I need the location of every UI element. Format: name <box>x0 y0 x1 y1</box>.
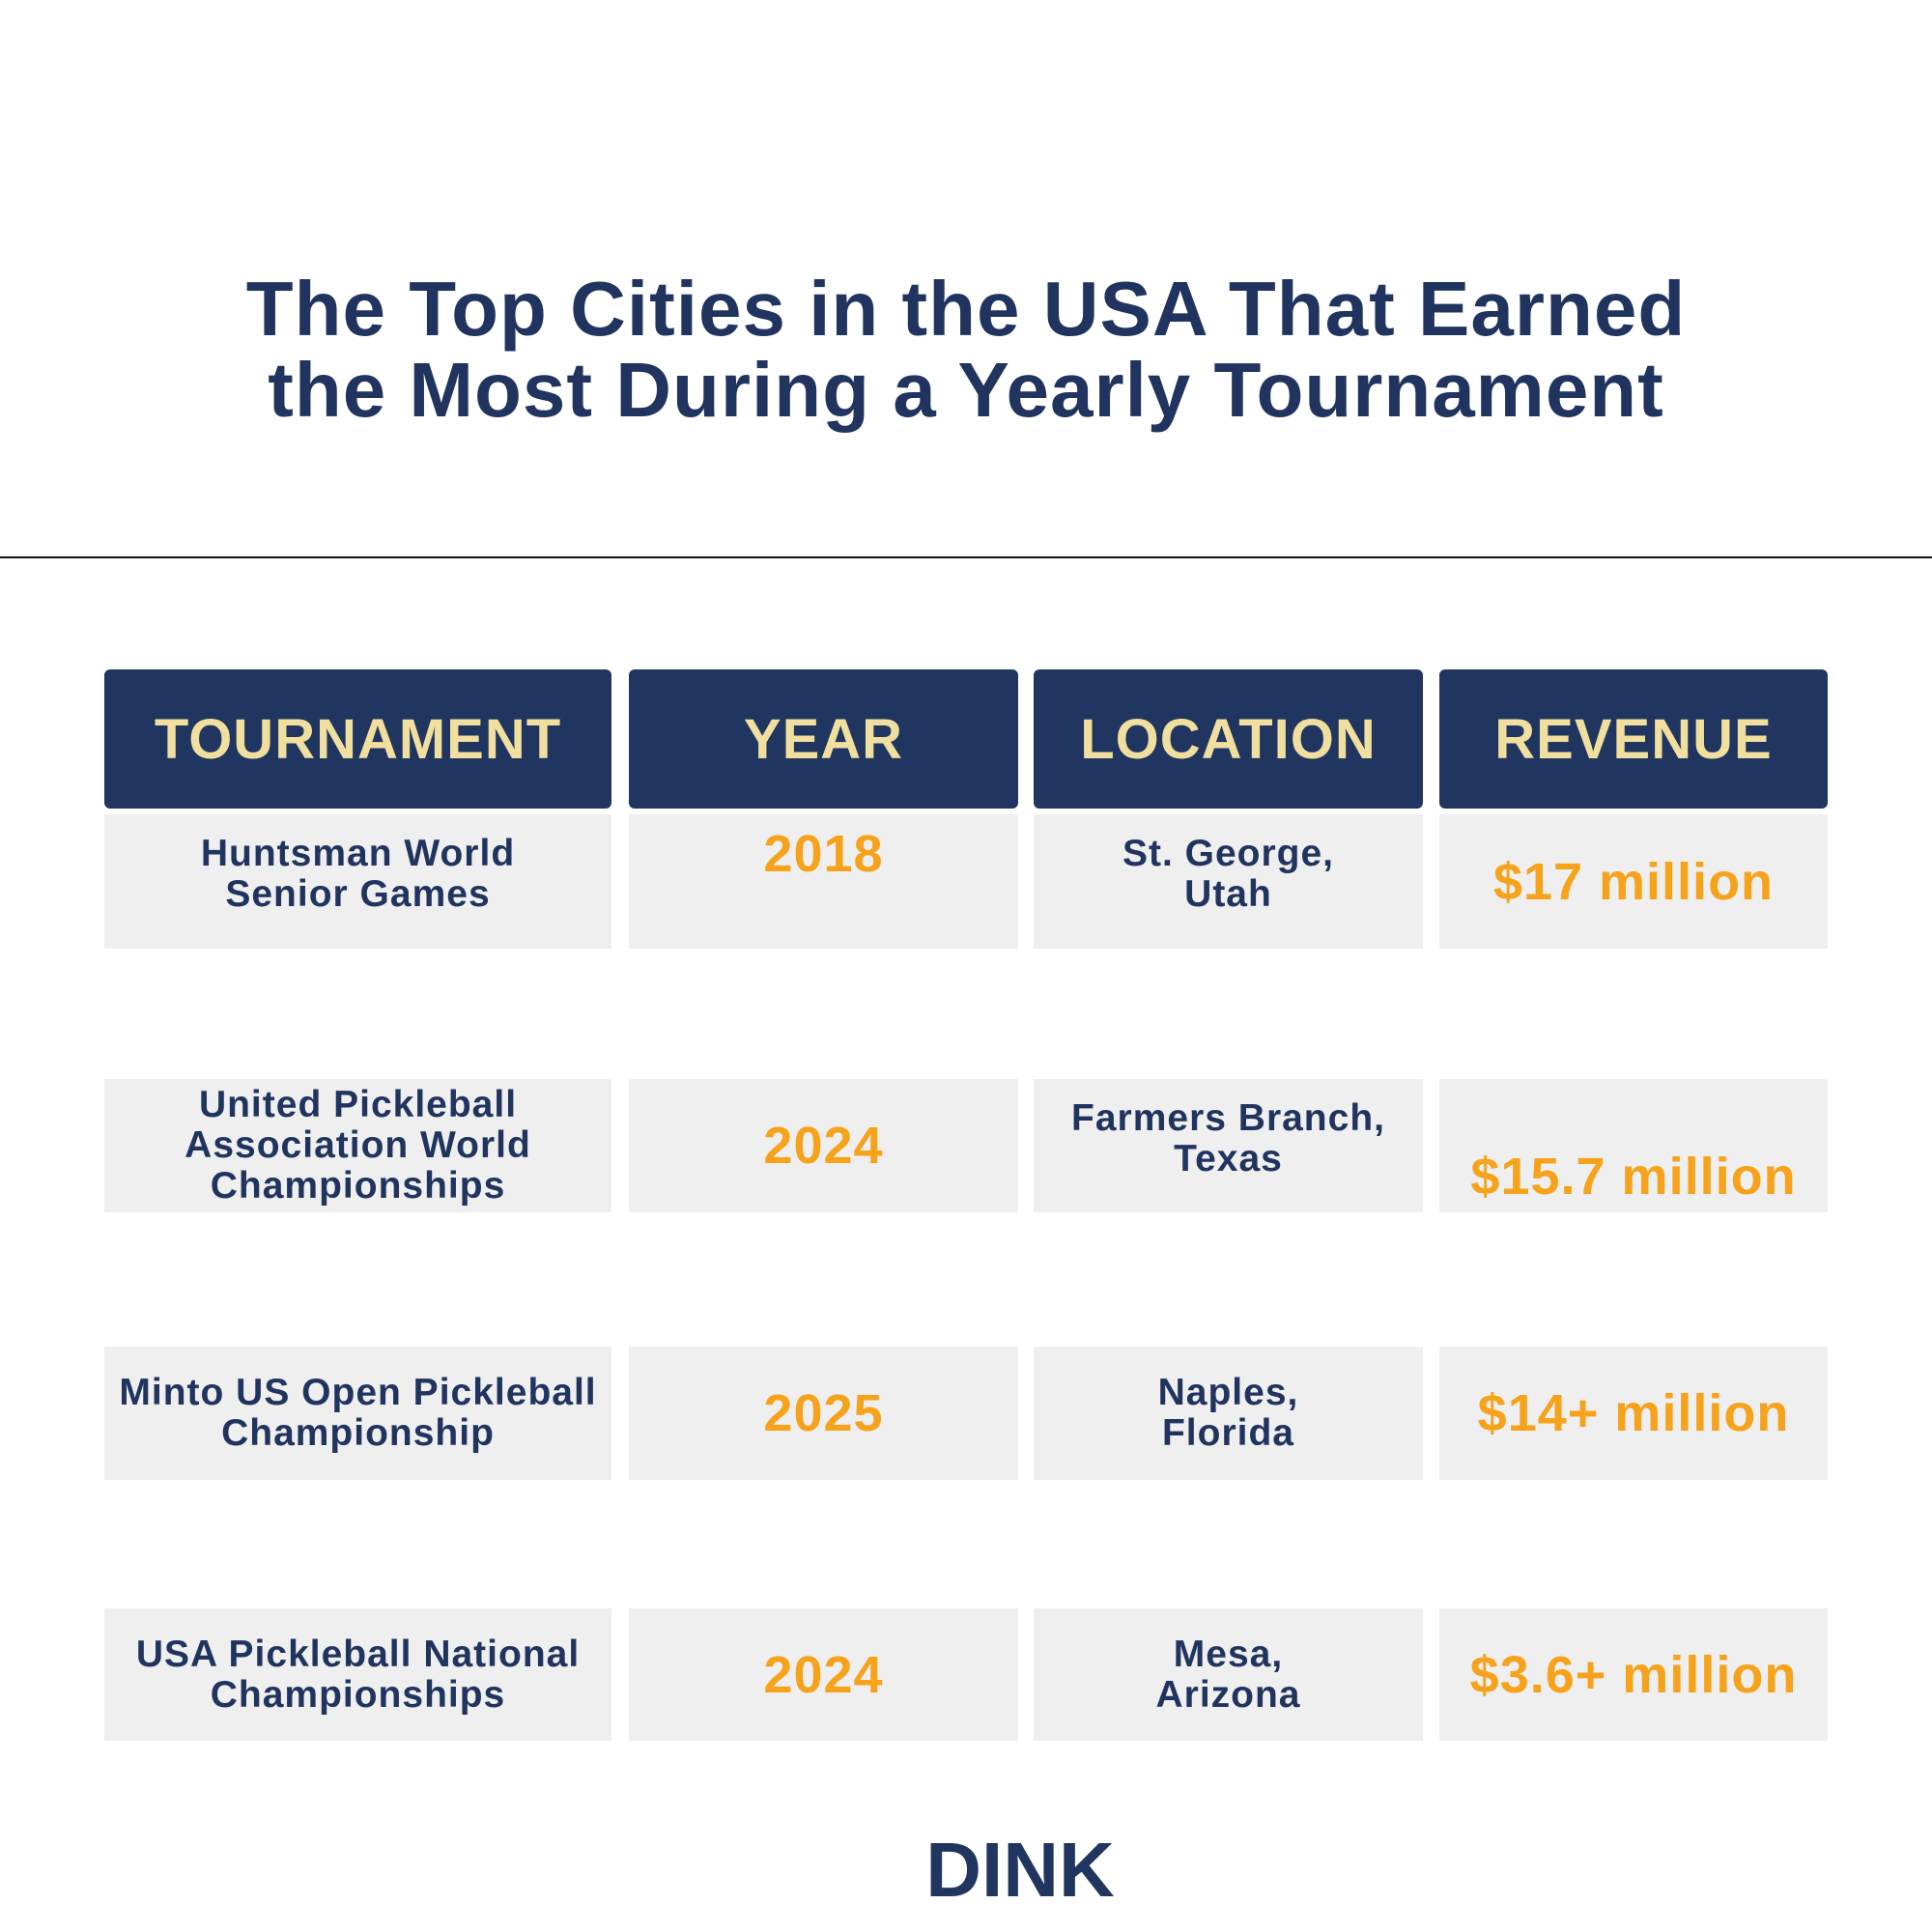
revenue-cell <box>1439 1079 1828 1212</box>
location-cell-line: Farmers Branch, <box>1071 1097 1385 1139</box>
location-cell <box>1034 1608 1423 1741</box>
tournament-cell-line: Championships <box>210 1673 506 1716</box>
location-cell-line: Texas <box>1174 1138 1283 1179</box>
tournament-cell-line: Huntsman World <box>200 833 516 874</box>
location-cell-line: Utah <box>1184 873 1272 915</box>
year-cell <box>629 1347 1018 1480</box>
divider <box>0 556 1932 558</box>
tournament-cell <box>104 1347 611 1480</box>
title-line-2: the Most During a Yearly Tournament <box>268 347 1664 433</box>
tournament-cell-line: USA Pickleball National <box>135 1633 581 1675</box>
location-cell-line: St. George, <box>1122 833 1335 874</box>
revenue-cell-value: $3.6+ million <box>1469 1645 1798 1704</box>
header-location: LOCATION <box>1034 669 1423 809</box>
year-cell <box>629 814 1018 949</box>
dink-logo: DINK <box>925 1827 1115 1913</box>
revenue-cell-value: $17 million <box>1492 852 1775 911</box>
tournament-cell-line: United Pickleball <box>198 1084 518 1125</box>
year-cell <box>629 1079 1018 1212</box>
header-year: YEAR <box>629 669 1018 809</box>
tournament-cell-line: Association World <box>185 1124 531 1166</box>
tournament-cell-line: Championships <box>210 1165 506 1207</box>
year-cell-value: 2025 <box>763 1384 884 1442</box>
title-line-1: The Top Cities in the USA That Earned <box>245 266 1687 352</box>
revenue-cell <box>1439 1608 1828 1741</box>
year-cell-value: 2018 <box>763 825 884 883</box>
tournament-cell-line: Championship <box>221 1412 495 1454</box>
tournament-cell <box>104 1608 611 1741</box>
revenue-cell-value: $15.7 million <box>1470 1148 1797 1206</box>
location-cell <box>1034 814 1423 949</box>
year-cell-value: 2024 <box>763 1117 884 1175</box>
year-cell <box>629 1608 1018 1741</box>
tournament-cell <box>104 814 611 949</box>
location-cell-line: Naples, <box>1157 1372 1299 1413</box>
year-cell-value: 2024 <box>763 1645 884 1704</box>
tournament-cell <box>104 1079 611 1212</box>
page-title <box>0 266 1932 433</box>
tournament-cell-line: Minto US Open Pickleball <box>119 1372 597 1413</box>
location-cell-line: Arizona <box>1155 1673 1301 1716</box>
location-cell-line: Florida <box>1161 1412 1294 1454</box>
location-cell <box>1034 1347 1423 1480</box>
revenue-cell-value: $14+ million <box>1477 1384 1790 1442</box>
header-revenue: REVENUE <box>1439 669 1828 809</box>
revenue-cell <box>1439 1347 1828 1480</box>
header-tournament: TOURNAMENT <box>104 669 611 809</box>
tournament-cell-line: Senior Games <box>225 873 491 915</box>
location-cell <box>1034 1079 1423 1212</box>
revenue-cell <box>1439 814 1828 949</box>
location-cell-line: Mesa, <box>1173 1633 1284 1675</box>
